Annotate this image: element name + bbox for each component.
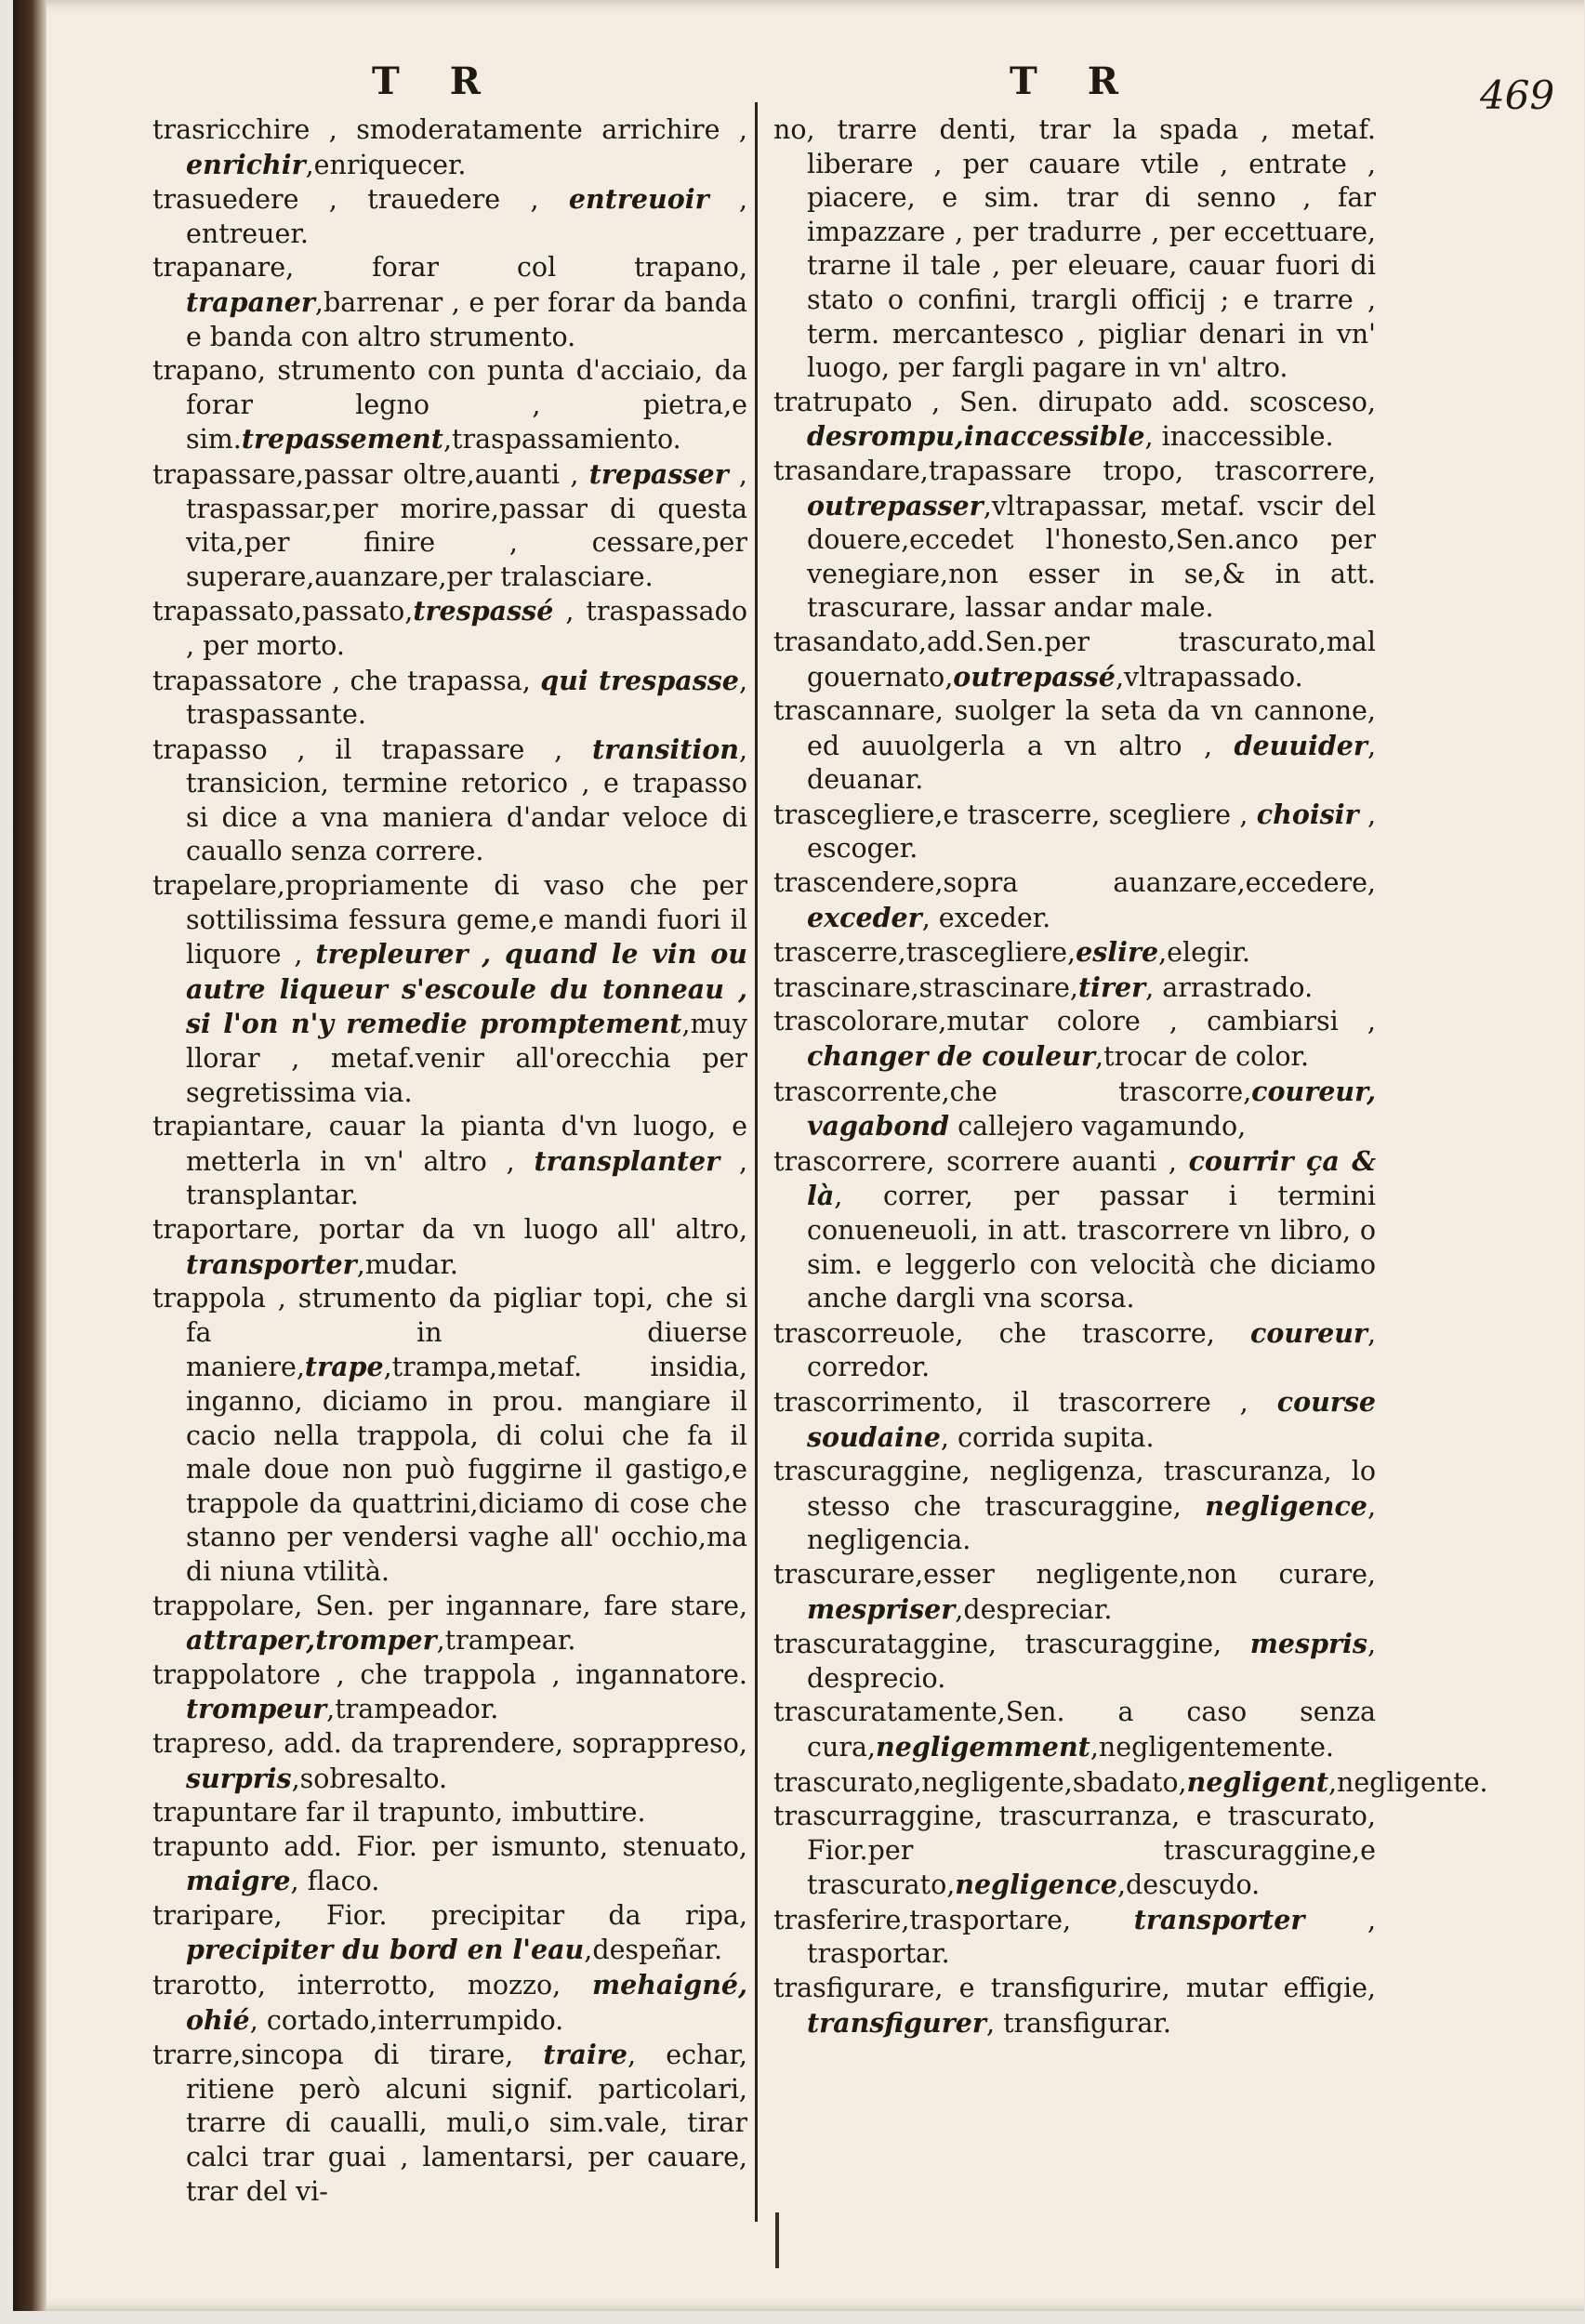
french-gloss: negligent	[1186, 1765, 1328, 1798]
entry-text: trascuratamente,Sen. a caso senza cura,	[773, 1697, 1376, 1763]
book-binding-shadow	[13, 0, 46, 2311]
entry-text: traripare, Fior. precipitar da ripa,	[152, 1899, 747, 1931]
entry-text: trascurraggine, trascurranza, e trascurato, Fior.per trascuraggine,e trascurato,	[773, 1801, 1376, 1901]
entry-text: , traspassar,per morire,passar di questa vita,per finire , cessare,per superare,auanzare,per tralasciare.	[186, 458, 747, 592]
dictionary-entry	[773, 1316, 1376, 1385]
entry-text: trascolorare,mutar colore , cambiarsi ,	[773, 1006, 1376, 1037]
entry-text: trascorrere, scorrere auanti ,	[773, 1145, 1189, 1177]
french-gloss: negligence	[1205, 1489, 1367, 1522]
entry-text: , deuanar.	[807, 730, 1376, 796]
dictionary-entry	[152, 1213, 747, 1282]
french-gloss: attraper,tromper	[186, 1624, 437, 1657]
dictionary-entry	[773, 386, 1376, 455]
dictionary-entry	[773, 1005, 1376, 1074]
french-gloss: tirer	[1077, 971, 1146, 1003]
entry-text: ,trocar de color.	[1095, 1041, 1310, 1073]
entry-text: , inaccessible.	[1144, 421, 1334, 453]
entry-text: tratrupato , Sen. dirupato add. scosceso,	[773, 386, 1376, 417]
french-gloss: trapaner	[186, 285, 315, 318]
french-gloss: enrichir	[186, 148, 306, 180]
entry-text: ,mudar.	[356, 1248, 458, 1280]
entry-text: traportare, portar da vn luogo all' altro,	[152, 1214, 747, 1245]
entry-text: trascinare,strascinare,	[773, 971, 1078, 1003]
entry-text: trascurato,negligente,sbadato,	[773, 1766, 1187, 1798]
dictionary-entry	[773, 113, 1376, 386]
entry-text: trarotto, interrotto, mozzo,	[152, 1970, 592, 2001]
french-gloss: deuuider	[1234, 729, 1367, 761]
entry-text: trascegliere,e trascerre, scegliere ,	[773, 799, 1257, 830]
entry-text: , corrida supita.	[940, 1421, 1155, 1453]
french-gloss: transplanter	[534, 1144, 720, 1177]
french-gloss: changer de couleur	[807, 1040, 1096, 1073]
entry-text: trappolatore , che trappola , ingannatore.	[152, 1658, 747, 1690]
dictionary-entry	[152, 1899, 747, 1968]
column-divider	[755, 102, 758, 2222]
entry-text: ,negligente.	[1328, 1766, 1488, 1798]
entry-text: trascurare,esser negligente,non curare,	[773, 1558, 1376, 1590]
dictionary-entry	[773, 1385, 1376, 1455]
entry-text: ,despreciar.	[955, 1593, 1113, 1625]
entry-text: ,vltrapassar, metaf. vscir del douere,eccedet l'honesto,Sen.anco per venegiare,non esser in se,& in att. trascurare, lassar andar male.	[807, 490, 1376, 624]
dictionary-entry	[773, 1696, 1376, 1764]
french-gloss: qui trespasse	[540, 664, 739, 696]
entry-text: , traspassante.	[186, 665, 748, 731]
entry-text: , flaco.	[290, 1866, 380, 1897]
dictionary-entry	[152, 664, 747, 733]
dictionary-entry	[773, 1455, 1376, 1558]
dictionary-entry	[152, 733, 747, 869]
french-gloss: coureur, vagabond	[807, 1075, 1376, 1142]
entry-text: ,despeñar.	[584, 1934, 723, 1966]
entry-text: ,sobresalto.	[291, 1763, 448, 1794]
entry-text: ,muy llorar , metaf.venir all'orecchia per segretissima via.	[186, 1009, 747, 1108]
dictionary-page	[13, 0, 1584, 2311]
entry-text: , entreuer.	[186, 184, 747, 249]
dictionary-entry	[152, 1110, 747, 1213]
french-gloss: courrir ça & là	[807, 1144, 1376, 1212]
entry-text: trascuraggine, negligenza, trascuranza, lo stesso che trascuraggine,	[773, 1456, 1376, 1522]
french-gloss: trape	[304, 1351, 384, 1383]
dictionary-entry	[773, 626, 1376, 694]
french-gloss: mespris	[1249, 1628, 1367, 1660]
dictionary-entry	[152, 354, 747, 457]
dictionary-entry	[152, 1796, 747, 1830]
entry-text: ,negligentemente.	[1090, 1731, 1334, 1763]
dictionary-entry	[152, 1727, 747, 1796]
french-gloss: mespriser	[807, 1592, 956, 1625]
french-gloss: trepleurer , quand le vin ou autre liqueur s'escoule du tonneau , si l'on n'y remedie promptement	[186, 938, 747, 1040]
entry-text: trapassatore , che trapassa,	[152, 665, 541, 696]
right-column	[773, 113, 1488, 2040]
dictionary-entry	[773, 1972, 1376, 2040]
entry-text: , desprecio.	[807, 1629, 1376, 1694]
dictionary-entry	[773, 1903, 1376, 1972]
french-gloss: transporter	[186, 1248, 357, 1280]
entry-text: , corredor.	[807, 1317, 1376, 1383]
entry-text: trascannare, suolger la seta da vn cannone, ed auuolgerla a vn altro ,	[773, 695, 1376, 761]
entry-text: trasandare,trapassare tropo, trascorrere,	[773, 455, 1376, 486]
dictionary-entry	[152, 869, 747, 1110]
dictionary-entry	[152, 251, 747, 354]
french-gloss: desrompu,inaccessible	[807, 420, 1145, 453]
entry-text: , arrastrado.	[1145, 971, 1314, 1003]
entry-text: trasuedere , trauedere ,	[152, 184, 569, 216]
dictionary-entry	[152, 1658, 747, 1727]
entry-text: trasfigurare, e transfigurire, mutar effigie,	[773, 1973, 1376, 2004]
entry-text: , trasportar.	[807, 1904, 1377, 1970]
entry-text: ,enriquecer.	[305, 149, 467, 180]
dictionary-entry	[773, 798, 1376, 866]
entry-text: trasandato,add.Sen.per trascurato,mal gouernato,	[773, 626, 1376, 693]
entry-text: ,barrenar , e per forar da banda e banda con altro strumento.	[186, 286, 747, 352]
dictionary-entry	[152, 113, 747, 182]
french-gloss: mehaigné, ohié	[186, 1969, 747, 2036]
entry-text: trasricchire , smoderatamente arrichire ,	[152, 114, 747, 145]
dictionary-entry	[773, 866, 1376, 935]
entry-text: , transplantar.	[186, 1145, 747, 1211]
entry-text: trascerre,trascegliere,	[773, 937, 1076, 969]
french-gloss: precipiter du bord en l'eau	[186, 1934, 585, 1966]
dictionary-entry	[773, 1075, 1376, 1144]
french-gloss: exceder	[807, 901, 922, 933]
dictionary-entry	[773, 971, 1376, 1006]
dictionary-entry	[773, 694, 1376, 798]
entry-text: trarre,sincopa di tirare,	[152, 2040, 544, 2071]
entry-text: trappolare, Sen. per ingannare, fare stare,	[152, 1590, 747, 1621]
entry-text: trapiantare, cauar la pianta d'vn luogo, e metterla in vn' altro ,	[152, 1111, 747, 1177]
entry-text: trascorreuole, che trascorre,	[773, 1317, 1250, 1349]
french-gloss: transition	[591, 733, 739, 765]
running-head-left: T R	[372, 59, 499, 103]
entry-text: trascorrente,che trascorre,	[773, 1076, 1252, 1107]
dictionary-entry	[152, 457, 747, 594]
entry-text: trapuntare far il trapunto, imbuttire.	[152, 1797, 646, 1829]
page-number: 469	[1480, 73, 1555, 118]
french-gloss: outrepassé	[953, 660, 1116, 693]
entry-text: , transicion, termine retorico , e trapasso si dice a vna maniera d'andar veloce di cauallo senza correre.	[186, 733, 747, 867]
entry-text: , correr, per passar i termini conueneuoli, in att. trascorrere vn libro, o sim. e leggerlo con velocità che diciamo anche dargli vna scorsa.	[807, 1181, 1376, 1314]
french-gloss: trompeur	[186, 1693, 327, 1725]
french-gloss: entreuoir	[568, 183, 709, 216]
entry-text: trascorrimento, il trascorrere ,	[773, 1386, 1277, 1418]
dictionary-entry	[773, 1765, 1488, 1801]
dictionary-entry	[152, 1590, 747, 1658]
french-gloss: trespassé	[413, 595, 554, 627]
entry-text: trapanare, forar col trapano,	[152, 252, 747, 284]
dictionary-entry	[152, 594, 747, 663]
entry-text: , exceder.	[921, 902, 1051, 933]
entry-text: trascurataggine, trascuraggine,	[773, 1629, 1250, 1660]
entry-text: , cortado,interrumpido.	[249, 2004, 564, 2036]
dictionary-entry	[152, 2038, 747, 2209]
entry-text: ,trampear.	[436, 1625, 576, 1657]
dictionary-entry	[152, 1830, 747, 1899]
entry-text: trascendere,sopra auanzare,eccedere,	[773, 867, 1376, 899]
entry-text: trapreso, add. da traprendere, soprappreso,	[152, 1727, 747, 1759]
entry-text: callejero vagamundo,	[949, 1111, 1247, 1142]
entry-text: trappola , strumento da pigliar topi, che si fa in diuerse maniere,	[152, 1283, 747, 1383]
dictionary-entry	[773, 1627, 1376, 1696]
entry-text: no, trarre denti, trar la spada , metaf. liberare , per cauare vtile , entrate , piacere, e sim. trar di senno , far impazzare , per tradurre , per eccettuare, trarne il tale , per eleuare, cauar fuori di stato o confini, trargli officij ; e trarre , term. mercantesco , pigliar denari in vn' luogo, per fargli pagare in vn' altro.	[773, 114, 1376, 384]
entry-text: trapassato,passato,	[152, 596, 414, 627]
dictionary-entry	[773, 1558, 1376, 1627]
french-gloss: negligemment	[876, 1730, 1090, 1763]
entry-text: trapunto add. Fior. per ismunto, stenuato,	[152, 1830, 747, 1862]
running-head-right: T R	[1010, 59, 1137, 103]
dictionary-entry	[152, 1282, 747, 1589]
entry-text: ,traspassamiento.	[442, 424, 681, 456]
french-gloss: coureur	[1249, 1316, 1367, 1349]
french-gloss: outrepasser	[807, 489, 984, 522]
entry-text: , negligencia.	[807, 1490, 1376, 1556]
bottom-rule-mark	[775, 2212, 779, 2268]
french-gloss: transfigurer	[807, 2006, 986, 2039]
entry-text: ,descuydo.	[1117, 1869, 1261, 1901]
french-gloss: surpris	[186, 1762, 292, 1794]
dictionary-entry	[152, 182, 747, 251]
french-gloss: traire	[543, 2039, 627, 2071]
french-gloss: maigre	[186, 1865, 291, 1897]
entry-text: , echar, ritiene però alcuni signif. particolari, trarre di caualli, muli,o sim.vale, tirar calci trar guai , lamentarsi, per cauare, trar del vi-	[186, 2040, 747, 2207]
entry-text: , escoger.	[807, 799, 1376, 865]
french-gloss: eslire	[1076, 936, 1159, 969]
french-gloss: course soudaine	[807, 1385, 1376, 1453]
entry-text: trasferire,trasportare,	[773, 1904, 1134, 1935]
entry-text: trapano, strumento con punta d'acciaio, da forar legno , pietra,e sim.	[152, 355, 747, 456]
entry-text: ,trampeador.	[326, 1694, 499, 1725]
entry-text: , transfigurar.	[985, 2007, 1171, 2039]
dictionary-entry	[773, 1144, 1376, 1316]
dictionary-entry	[773, 455, 1376, 626]
french-gloss: transporter	[1133, 1903, 1305, 1935]
entry-text: ,elegir.	[1158, 937, 1250, 969]
french-gloss: negligence	[955, 1868, 1117, 1901]
dictionary-entry	[773, 1800, 1376, 1903]
entry-text: trapelare,propriamente di vaso che per sottilissima fessura geme,e mandi fuori il liquore ,	[152, 870, 747, 971]
entry-text: trapassare,passar oltre,auanti ,	[152, 458, 589, 490]
entry-text: ,vltrapassado.	[1115, 661, 1303, 693]
french-gloss: trepassement	[241, 423, 443, 456]
french-gloss: choisir	[1256, 798, 1359, 830]
entry-text: ,trampa,metaf. insidia, inganno, diciamo in prou. mangiare il cacio nella trappola, di colui che fa il male doue non può fuggirne il gastigo,e trappole da quattrini,diciamo di cose che stanno per vendersi vaghe all' occhio,ma di niuna vtilità.	[186, 1352, 747, 1587]
dictionary-entry	[773, 935, 1376, 971]
french-gloss: trepasser	[588, 457, 729, 490]
left-column	[152, 113, 747, 2209]
dictionary-entry	[152, 1968, 747, 2038]
entry-text: trapasso , il trapassare ,	[152, 733, 592, 765]
entry-text: , traspassado , per morto.	[186, 596, 747, 661]
